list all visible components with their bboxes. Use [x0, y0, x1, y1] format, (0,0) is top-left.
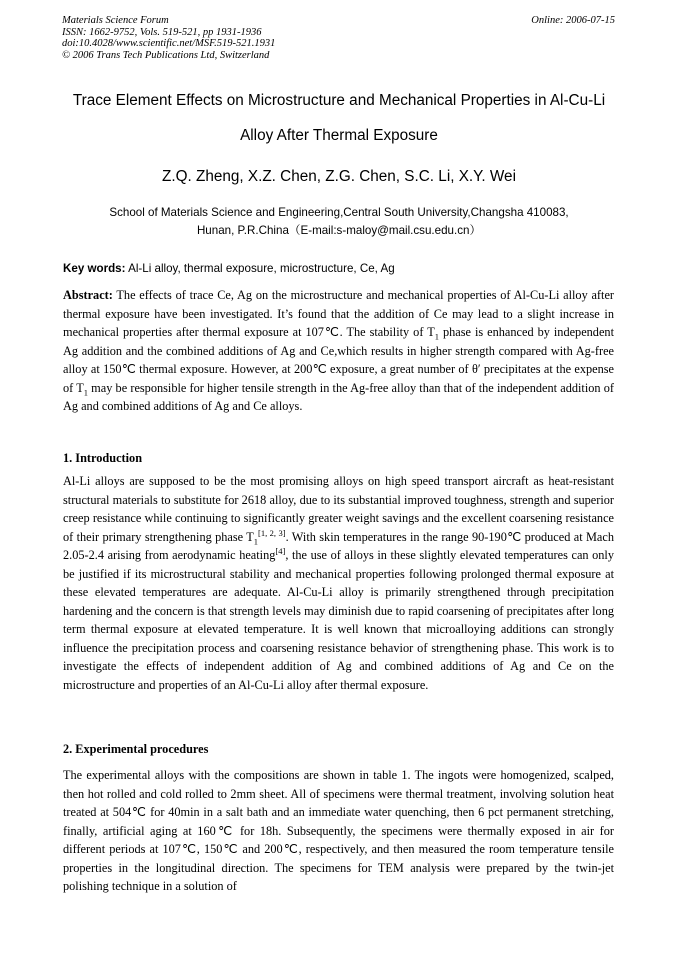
intro-subscript-1: 1: [253, 536, 259, 547]
citation-4: [4]: [275, 546, 286, 557]
citation-1-2-3: [1, 2, 3]: [258, 527, 286, 538]
abstract-text-2: phase is enhanced by independent Ag addition and the combined additions of Ag and Ce,which results in higher strength compared with Ag-free alloy at 150℃ thermal exposure. However, at 200℃ exposure, a great number of θ′ precipitates at the expense of T: [63, 325, 614, 395]
abstract-subscript-2: 1: [83, 387, 88, 398]
journal-metadata: [62, 15, 275, 61]
section-heading-experimental: 2. Experimental procedures: [63, 742, 209, 756]
intro-text-1: Al-Li alloys are supposed to be the most promising alloys on high speed transport aircraft as heat-resistant structural materials to substitute for 2618 alloy, due to its substantial improved toughness, strength and superior creep resistance while continuing to significantly greater weight savings and the excellent coarsening resistance of their primary strengthening phase T: [63, 474, 614, 544]
keywords-text: Al-Li alloy, thermal exposure, microstructure, Ce, Ag: [128, 262, 395, 275]
section-heading-introduction: 1. Introduction: [63, 451, 143, 465]
abstract-text-1: The effects of trace Ce, Ag on the microstructure and mechanical properties of Al-Cu-Li alloy after thermal exposure have been investigated. It’s found that the addition of Ce may lead to a slight increase in mechanical properties after thermal exposure at 107℃. The stability of T: [63, 288, 614, 340]
journal-name: Materials Science Forum: [62, 15, 169, 26]
abstract-text-3: may be responsible for higher tensile strength in the Ag-free alloy than that of the independent addition of Ag and combined additions of Ag and Ce alloys.: [63, 380, 614, 414]
online-date: Online: 2006-07-15: [531, 15, 615, 26]
paper-title-line1: Trace Element Effects on Microstructure and Mechanical Properties in Al-Cu-Li: [72, 92, 606, 109]
affiliation-line1: School of Materials Science and Engineering,Central South University,Changsha 410083,: [109, 206, 569, 219]
doi-line: doi:10.4028/www.scientific.net/MSF.519-521.1931: [62, 38, 276, 50]
keywords-label: Key words:: [63, 262, 126, 275]
keywords: [63, 262, 395, 275]
copyright-line: © 2006 Trans Tech Publications Ltd, Switzerland: [62, 49, 270, 61]
intro-text-2: . With skin temperatures in the range 90-190℃ produced at Mach 2.05-2.4 arising from aerodynamic heating: [63, 529, 614, 563]
affiliation-line2: Hunan, P.R.China（E-mail:s-maloy@mail.csu.edu.cn）: [196, 224, 482, 237]
experimental-paragraph: The experimental alloys with the compositions are shown in table 1. The ingots were homogenized, scalped, then hot rolled and cold rolled to 2mm sheet. All of specimens were thermal treatment, involving solution heat treated at 504℃ for 40min in a salt bath and an immediate water quenching, then 6 pct permanent stretching, finally, artificial aging at 160℃ for 18h. Subsequently, the specimens were thermally exposed in air for different periods at 107℃, 150℃ and 200℃, respectively, and then measured the room temperature tensile properties in the longitudinal direction. The specimens for TEM analysis were prepared by the twin-jet polishing technique in a solution of: [63, 768, 614, 894]
abstract-subscript-1: 1: [434, 331, 439, 342]
author-list: Z.Q. Zheng, X.Z. Chen, Z.G. Chen, S.C. Li, X.Y. Wei: [162, 168, 516, 185]
abstract-label: Abstract:: [63, 288, 113, 302]
paper-title-line2: Alloy After Thermal Exposure: [240, 127, 438, 144]
issn-line: ISSN: 1662-9752, Vols. 519-521, pp 1931-1936: [62, 26, 262, 38]
introduction-paragraph: [63, 472, 614, 695]
intro-text-3: , the use of alloys in these slightly elevated temperatures can only be justified if its microstructural stability and mechanical properties following prolonged thermal exposure at these elevated temperatures are adequate. Al-Cu-Li alloy is primarily strengthened through precipitation hardening and the concern is that strength levels may diminish due to rapid coarsening of precipitates after long term thermal exposure at elevated temperature. It is well known that microalloying additions can strongly influence the precipitation process and coarsening resistance behavior of strengthening phase. This work is to investigate the effects of independent addition of Ag and combined additions of Ag and Ce on the microstructure and properties of an Al-Cu-Li alloy after thermal exposure.: [63, 548, 614, 693]
abstract-paragraph: [63, 286, 614, 416]
